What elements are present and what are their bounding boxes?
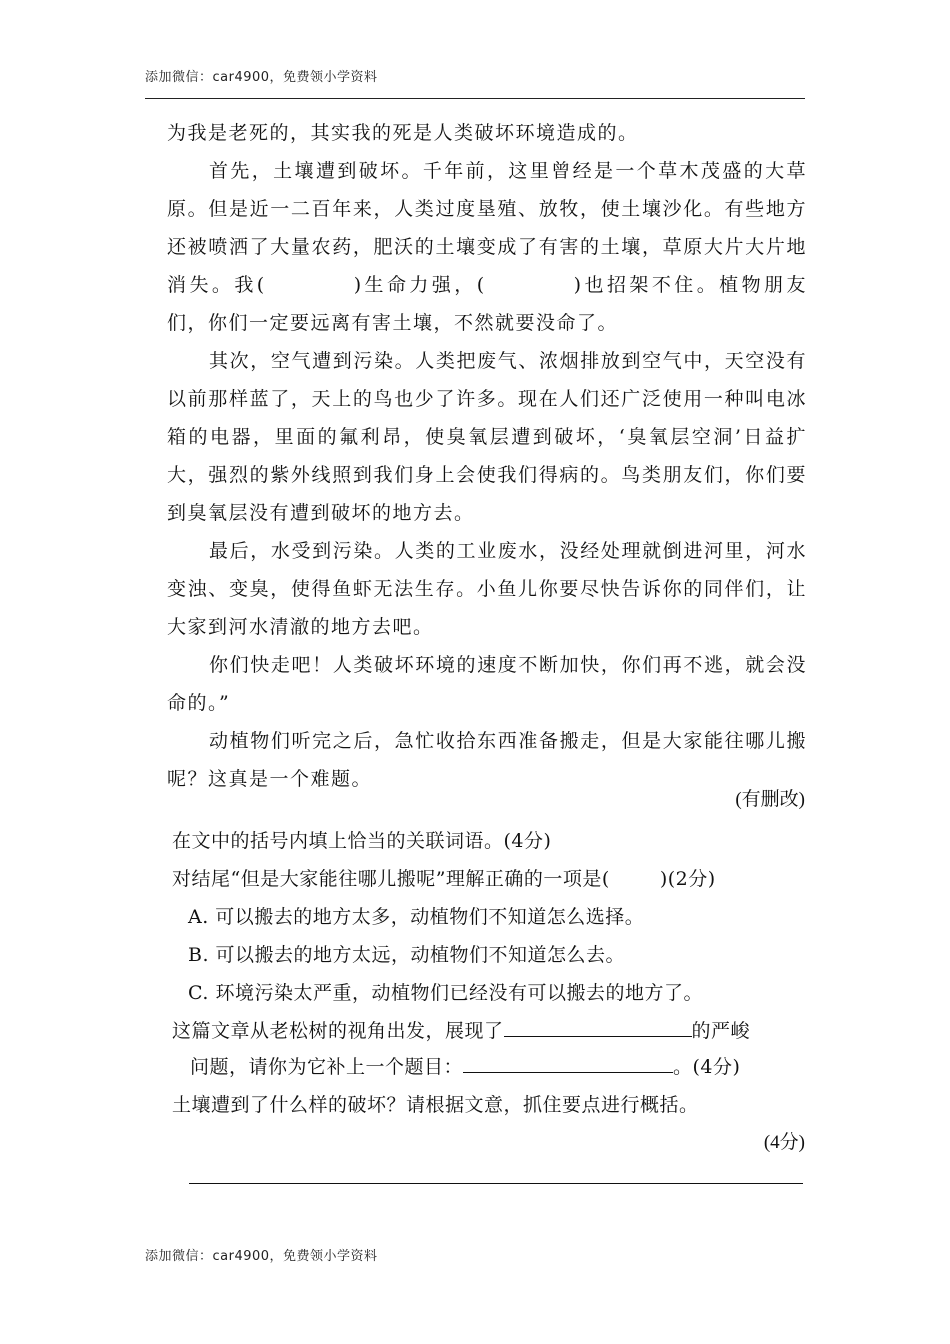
question-3-line-2 bbox=[190, 1052, 740, 1079]
article-paragraph-1: 为我是老死的，其实我的死是人类破坏环境造成的。 bbox=[167, 122, 639, 144]
article-paragraph-6: 动植物们听完之后，急忙收拾东西准备搬走，但是大家能往哪儿搬呢？这真是一个难题。 bbox=[167, 730, 807, 790]
question-3-text-d: 。(4分) bbox=[673, 1056, 741, 1078]
question-1: 在文中的括号内填上恰当的关联词语。(4分) bbox=[172, 830, 552, 852]
answer-blank-q3-1[interactable] bbox=[504, 1018, 692, 1037]
answer-line-q4[interactable] bbox=[189, 1183, 803, 1184]
question-3-text-b: 的严峻 bbox=[691, 1020, 751, 1042]
option-b[interactable]: B. 可以搬去的地方太远，动植物们不知道怎么去。 bbox=[188, 944, 626, 966]
answer-blank-q3-2[interactable] bbox=[463, 1054, 673, 1073]
article-paragraph-2 bbox=[167, 152, 807, 342]
article-body bbox=[167, 114, 807, 798]
question-4-score: (4分) bbox=[763, 1132, 805, 1153]
article-paragraph-3: 其次，空气遭到污染。人类把废气、浓烟排放到空气中，天空没有以前那样蓝了，天上的鸟也少了许多。现在人们还广泛使用一种叫电冰箱的电器，里面的氟利昂，使臭氧层遭到破坏，‘臭氧层空洞’日益扩大，强烈的紫外线照到我们身上会使我们得病的。鸟类朋友们，你们要到臭氧层没有遭到破坏的地方去。 bbox=[167, 350, 807, 524]
article-paragraph-4: 最后，水受到污染。人类的工业废水，没经处理就倒进河里，河水变浊、变臭，使得鱼虾无法生存。小鱼儿你要尽快告诉你的同伴们，让大家到河水清澈的地方去吧。 bbox=[167, 540, 807, 638]
question-2 bbox=[172, 864, 716, 891]
option-c[interactable]: C. 环境污染太严重，动植物们已经没有可以搬去的地方了。 bbox=[188, 982, 703, 1004]
footer-note: 添加微信：car4900，免费领小学资料 bbox=[145, 1249, 378, 1264]
question-3-text-a: 这篇文章从老松树的视角出发，展现了 bbox=[172, 1020, 504, 1042]
question-2-text: 对结尾“但是大家能往哪儿搬呢”理解正确的一项是( bbox=[172, 868, 610, 890]
paragraph-2-text-c: )也招架不住。植物朋友们，你们一定要远离有害土壤，不然就要没命了。 bbox=[167, 274, 807, 334]
paragraph-2-text-b: )生命力强，( bbox=[353, 274, 486, 296]
question-2-score: )(2分) bbox=[659, 868, 716, 890]
article-paragraph-5: 你们快走吧！人类破坏环境的速度不断加快，你们再不逃，就会没命的。” bbox=[167, 654, 807, 714]
source-note: (有删改) bbox=[735, 789, 805, 810]
question-4: 土壤遭到了什么样的破坏？请根据文意，抓住要点进行概括。 bbox=[172, 1094, 699, 1116]
question-3-line-1 bbox=[172, 1016, 750, 1043]
paragraph-2-text-a: 首先，土壤遭到破坏。千年前，这里曾经是一个草木茂盛的大草原。但是近一二百年来，人类过度垦殖、放牧，使土壤沙化。有些地方还被喷洒了大量农药，肥沃的土壤变成了有害的土壤，草原大片大片地消失。我( bbox=[167, 160, 807, 296]
header-note: 添加微信：car4900，免费领小学资料 bbox=[145, 70, 378, 85]
question-3-text-c: 问题，请你为它补上一个题目： bbox=[190, 1056, 464, 1078]
option-a[interactable]: A. 可以搬去的地方太多，动植物们不知道怎么选择。 bbox=[188, 906, 645, 928]
header-divider bbox=[145, 98, 805, 99]
